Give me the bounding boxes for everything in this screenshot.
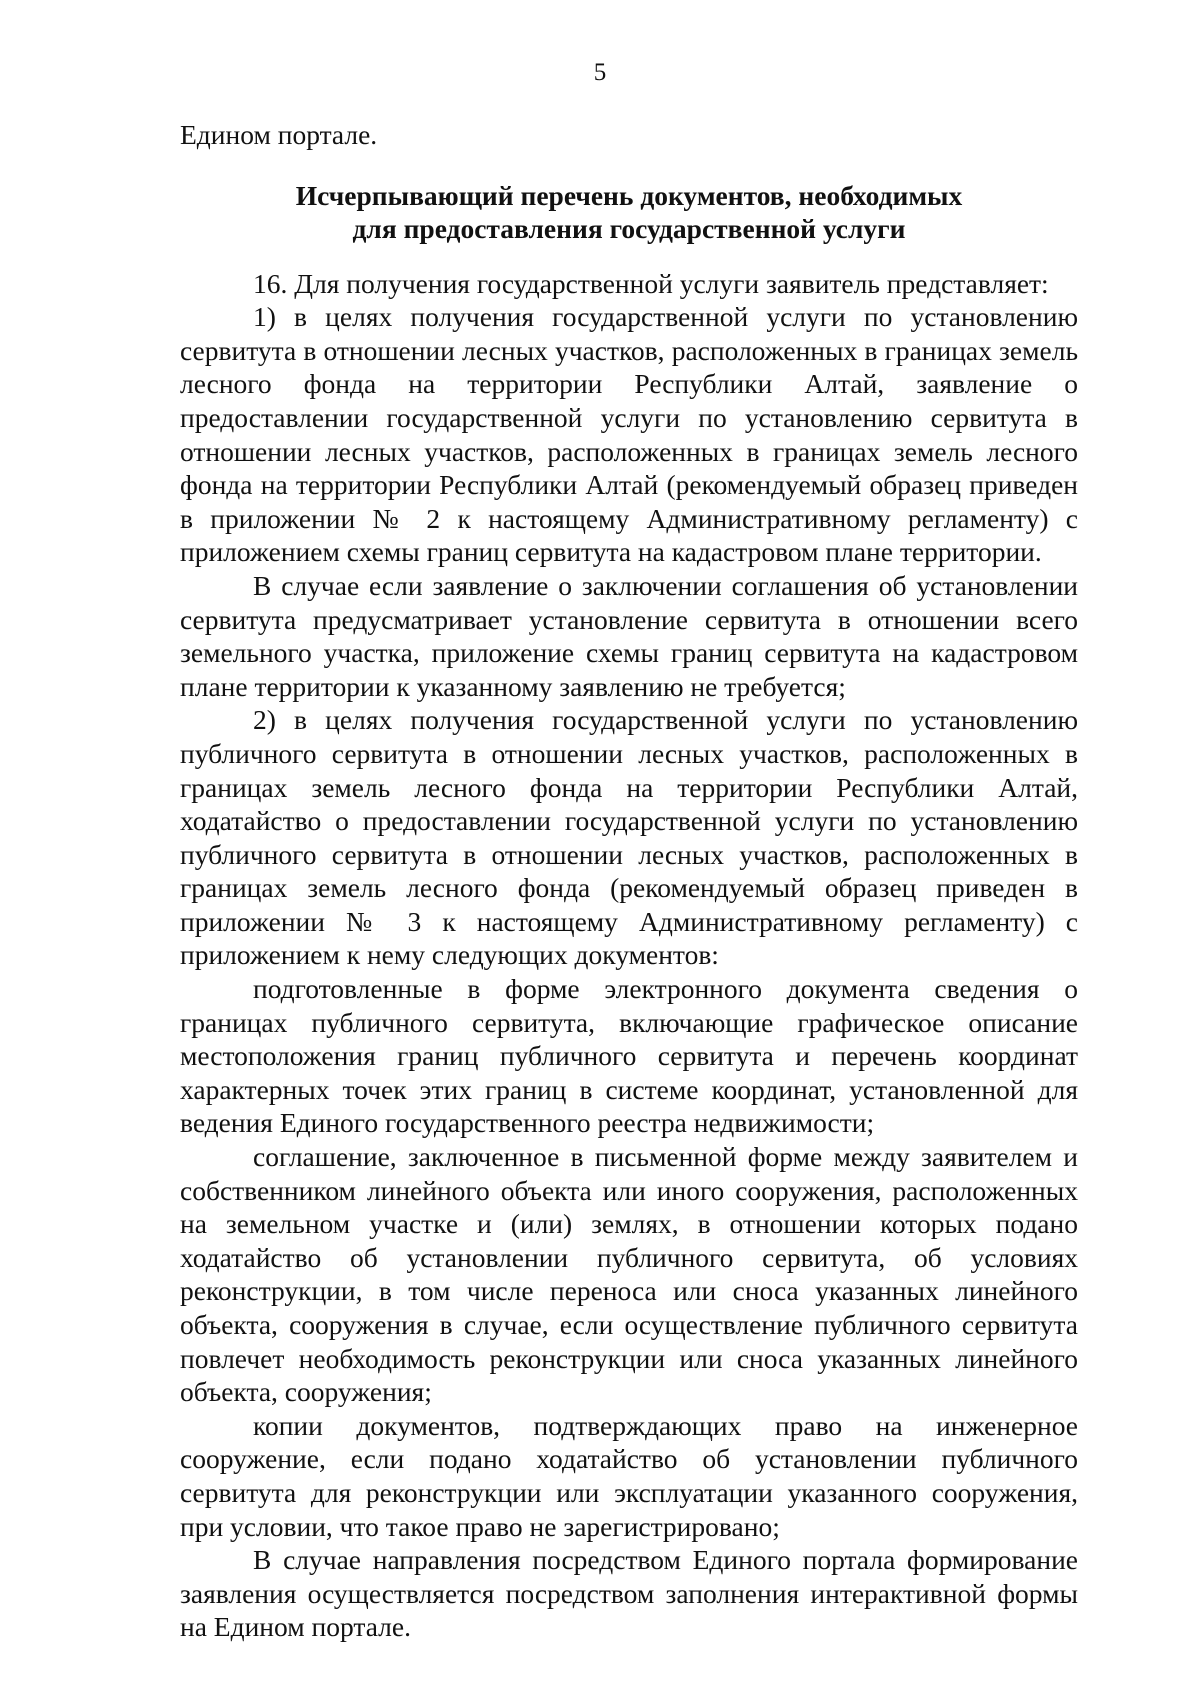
- page-number: 5: [593, 59, 607, 86]
- paragraph-agreement: соглашение, заключенное в письменной форме между заявителем и собственником линейного объекта или иного сооружения, расположенных на земельном участке и (или) землях, в отношении которых подано ходатайство об установлении публичного сервитута, об условиях реконструкции, в том числе переноса или сноса указанных линейного объекта, сооружения в случае, если осуществление публичного сервитута повлечет необходимость реконструкции или сноса указанных линейного объекта, сооружения;: [180, 1141, 1078, 1408]
- section-heading: [180, 179, 1078, 245]
- section-heading-line-2: для предоставления государственной услуги: [352, 212, 906, 244]
- paragraph-16-intro: 16. Для получения государственной услуги заявитель представляет:: [253, 267, 1049, 299]
- continuation-line: Едином портале.: [180, 119, 378, 150]
- document-body: [180, 118, 1078, 1644]
- paragraph-unified-portal: В случае направления посредством Единого портала формирование заявления осуществляется посредством заполнения интерактивной формы на Едином портале.: [180, 1544, 1078, 1643]
- section-heading-line-1: Исчерпывающий перечень документов, необходимых: [295, 179, 963, 211]
- paragraph-boundaries-info: подготовленные в форме электронного документа сведения о границах публичного сервитута, включающие графическое описание местоположения границ публичного сервитута и перечень координат характерных точек этих границ в системе координат, установленной для ведения Единого государственного реестра недвижимости;: [180, 973, 1078, 1139]
- paragraph-item-1: 1) в целях получения государственной услуги по установлению сервитута в отношении лесных участков, расположенных в границах земель лесного фонда на территории Республики Алтай, заявление о предоставлении государственной услуги по установлению сервитута в отношении лесных участков, расположенных в границах земель лесного фонда на территории Республики Алтай (рекомендуемый образец приведен в приложении № 2 к настоящему Административному регламенту) с приложением схемы границ сервитута на кадастровом плане территории.: [180, 301, 1078, 568]
- paragraph-item-2: 2) в целях получения государственной услуги по установлению публичного сервитута в отношении лесных участков, расположенных в границах земель лесного фонда на территории Республики Алтай, ходатайство о предоставлении государственной услуги по установлению публичного сервитута в отношении лесных участков, расположенных в границах земель лесного фонда (рекомендуемый образец приведен в приложении № 3 к настоящему Административному регламенту) с приложением к нему следующих документов:: [180, 704, 1078, 971]
- paragraph-document-copies: копии документов, подтверждающих право на инженерное сооружение, если подано ходатайство об установлении публичного сервитута для реконструкции или эксплуатации указанного сооружения, при условии, что такое право не зарегистрировано;: [180, 1409, 1078, 1542]
- paragraph-item-1-note: В случае если заявление о заключении соглашения об установлении сервитута предусматривает установление сервитута в отношении всего земельного участка, приложение схемы границ сервитута на кадастровом плане территории к указанному заявлению не требуется;: [180, 569, 1078, 702]
